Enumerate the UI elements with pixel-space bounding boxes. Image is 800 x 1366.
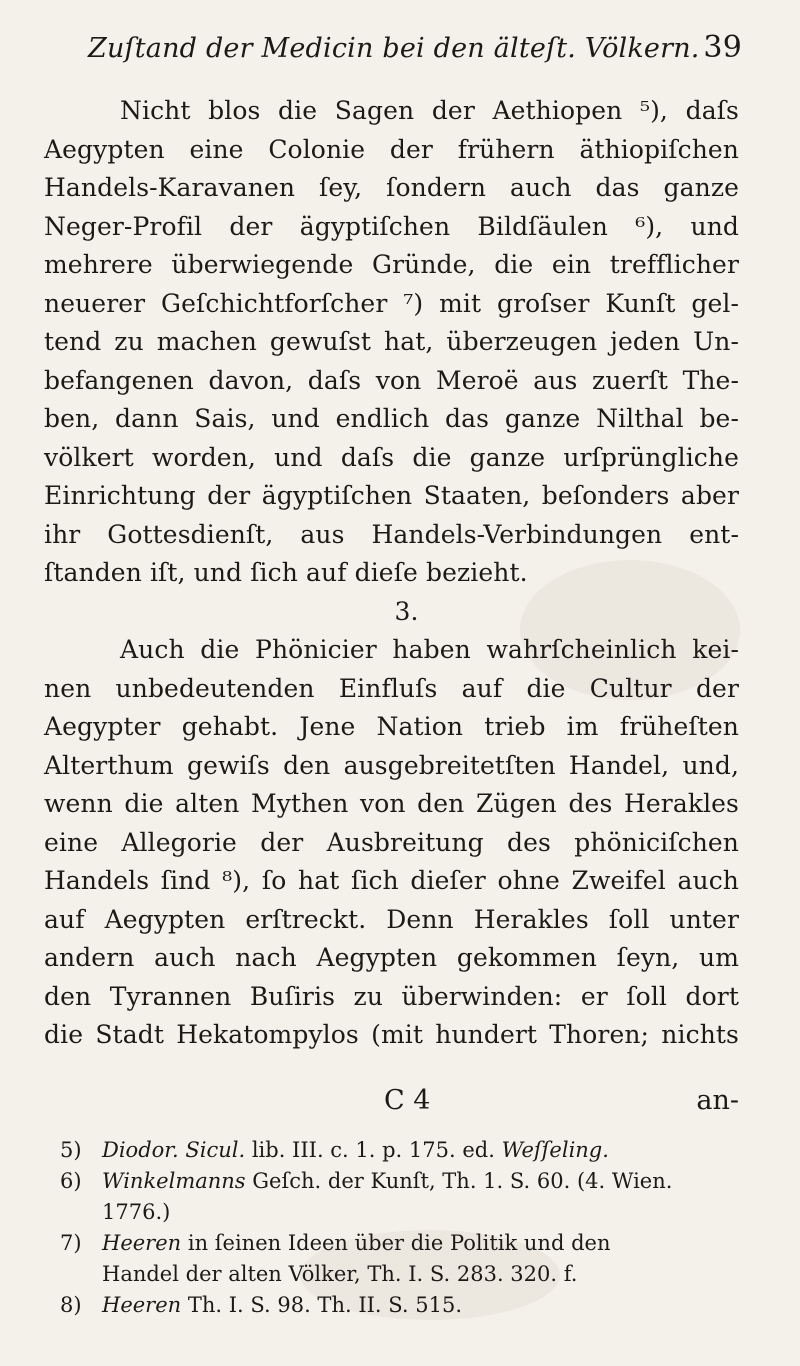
- signature-mark: C 4: [384, 1085, 431, 1116]
- footnote-author: Diodor. Sicul.: [102, 1138, 246, 1162]
- footnote-author: Heeren: [102, 1231, 182, 1255]
- footnote-text: in ſeinen Ideen über die Politik und den: [181, 1231, 611, 1255]
- text-line: nen unbedeutenden Einfluſs auf die Cultur der: [44, 673, 739, 703]
- running-header: [88, 30, 742, 65]
- text-line: Auch die Phönicier haben wahrſcheinlich kei-: [120, 635, 739, 664]
- text-line: Nicht blos die Sagen der Aethiopen ⁵), daſs: [120, 96, 739, 125]
- footnote-continuation: 1776.): [102, 1200, 171, 1224]
- text-line: andern auch nach Aegypten gekommen ſeyn, um: [44, 943, 739, 972]
- text-line: Handels-Karavanen ſey, ſondern auch das ganze: [44, 173, 739, 202]
- footnote-text: lib. III. c. 1. p. 175. ed.: [245, 1138, 502, 1162]
- text-line: Neger-Profil der ägyptiſchen Bildſäulen ⁶), und: [44, 211, 739, 241]
- text-line: auf Aegypten erſtreckt. Denn Herakles ſoll unter: [44, 904, 739, 934]
- text-line: eine Allegorie der Ausbreitung des phöniciſchen: [44, 827, 739, 857]
- text-line: völkert worden, und daſs die ganze urſprüngliche: [44, 442, 739, 472]
- text-line: Handels ſind ⁸), ſo hat ſich dieſer ohne Zweifel auch: [44, 866, 739, 895]
- text-line: Aegypter gehabt. Jene Nation trieb im früheſten: [44, 712, 739, 741]
- text-line: befangenen davon, daſs von Meroë aus zuerſt The-: [44, 365, 739, 395]
- footnote-author: Heeren: [102, 1293, 182, 1317]
- footnote-number: 8): [60, 1293, 82, 1317]
- text-line: Alterthum gewiſs den ausgebreitetſten Handel, und,: [44, 750, 739, 780]
- text-line: neuerer Geſchichtforſcher ⁷) mit groſser Kunſt gel-: [44, 288, 739, 318]
- text-line: wenn die alten Mythen von den Zügen des Herakles: [44, 789, 739, 818]
- text-line: ihr Gottesdienſt, aus Handels-Verbindungen ent-: [44, 519, 739, 549]
- footnote-number: 7): [60, 1231, 82, 1255]
- footnote: [60, 1228, 740, 1290]
- text-line: den Tyrannen Buſiris zu überwinden: er ſoll dort: [44, 981, 739, 1011]
- text-line: ben, dann Sais, und endlich das ganze Nilthal be-: [44, 404, 739, 433]
- main-text: [44, 92, 739, 1055]
- footnote-text: Th. I. S. 98. Th. II. S. 515.: [181, 1293, 463, 1317]
- section-number: 3.: [394, 596, 419, 626]
- footnote-number: 5): [60, 1138, 82, 1162]
- text-line: die Stadt Hekatompylos (mit hundert Thoren; nichts: [44, 1020, 739, 1049]
- footnote: [60, 1166, 740, 1228]
- text-line: Einrichtung der ägyptiſchen Staaten, beſonders aber: [44, 481, 739, 510]
- footnote-continuation: Handel der alten Völker, Th. I. S. 283. 320. f.: [102, 1262, 578, 1286]
- text-line: Aegypten eine Colonie der frühern äthiopiſchen: [44, 134, 739, 164]
- footnote-text: Geſch. der Kunſt, Th. 1. S. 60. (4. Wien.: [245, 1169, 673, 1193]
- signature-line: [44, 1085, 739, 1116]
- footnote-author: Winkelmanns: [102, 1169, 246, 1193]
- text-line: ſtanden iſt, und ſich auf dieſe bezieht.: [44, 558, 528, 587]
- footnote: [60, 1135, 740, 1166]
- text-line: mehrere überwiegende Gründe, die ein trefflicher: [44, 250, 739, 279]
- page-number: 39: [703, 30, 742, 65]
- footnote-editor: Weſſeling.: [501, 1138, 609, 1162]
- footnote-number: 6): [60, 1169, 82, 1193]
- text-line: tend zu machen gewuſst hat, überzeugen jeden Un-: [44, 327, 739, 356]
- catchword: an-: [696, 1085, 739, 1116]
- footnote: [60, 1290, 740, 1321]
- footnotes: [60, 1135, 740, 1321]
- running-title: Zuſtand der Medicin bei den älteſt. Völkern.: [88, 33, 700, 64]
